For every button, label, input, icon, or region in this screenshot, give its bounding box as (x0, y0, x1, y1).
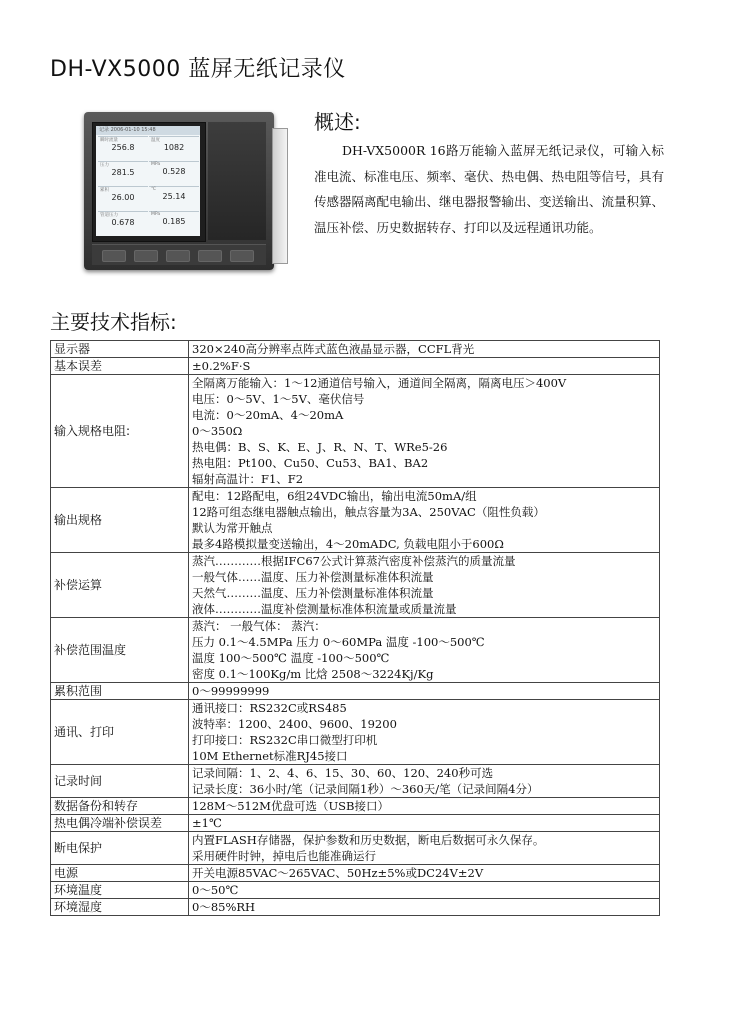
spec-value-line: 液体…………温度补偿测量标准体积流量或质量流量 (192, 602, 457, 616)
spec-value (189, 882, 660, 899)
spec-value-line: 电压：0～5V、1～5V、毫伏信号 (192, 392, 365, 406)
screen-reading-label: MPa (151, 162, 161, 167)
spec-key: 环境温度 (51, 882, 189, 899)
screen-reading (149, 186, 199, 211)
spec-table (50, 340, 660, 916)
spec-value-line: 辐射高温计：F1、F2 (192, 472, 304, 486)
spec-row (51, 358, 660, 375)
spec-value-line: 默认为常开触点 (192, 521, 273, 535)
device-key (134, 250, 158, 262)
screen-reading-label: 累积 (100, 188, 109, 193)
spec-value (189, 798, 660, 815)
overview-text: DH-VX5000R 16路万能输入蓝屏无纸记录仪，可输入标准电流、标准电压、频率、毫伏、热电偶、热电阻等信号，具有传感器隔离配电输出、继电器报警输出、变送输出、流量积算、温压补偿、历史数据转存、打印以及远程通讯功能。 (314, 143, 665, 235)
spec-value-line: 通讯接口：RS232C或RS485 (192, 701, 347, 715)
screen-reading (98, 186, 148, 211)
spec-key: 输出规格 (51, 488, 189, 553)
spec-key: 电源 (51, 865, 189, 882)
screen-reading-label: 压力 (100, 163, 109, 168)
screen-reading (98, 211, 148, 236)
spec-value (189, 375, 660, 488)
screen-reading-value: 26.00 (111, 193, 135, 202)
spec-key: 输入规格电阻: (51, 375, 189, 488)
spec-value-line: 0～50℃ (192, 883, 239, 897)
device-key (230, 250, 254, 262)
spec-value (189, 683, 660, 700)
overview-heading: 概述: (314, 110, 361, 134)
spec-value (189, 832, 660, 865)
spec-key: 记录时间 (51, 765, 189, 798)
spec-value-line: 打印接口：RS232C串口微型打印机 (192, 733, 378, 747)
spec-value-line: 天然气………温度、压力补偿测量标准体积流量 (192, 586, 434, 600)
spec-value-line: 开关电源85VAC～265VAC、50Hz±5%或DC24V±2V (192, 866, 484, 880)
spec-value-line: 0～350Ω (192, 424, 243, 438)
spec-row (51, 865, 660, 882)
page-title: DH-VX5000 蓝屏无纸记录仪 (50, 57, 346, 82)
spec-value (189, 488, 660, 553)
spec-row (51, 882, 660, 899)
spec-value (189, 765, 660, 798)
spec-row (51, 488, 660, 553)
spec-value-line: 温度 100～500℃ 温度 -100～500℃ (192, 651, 390, 665)
screen-reading (149, 136, 199, 161)
screen-reading (149, 161, 199, 186)
spec-row (51, 553, 660, 618)
device-screen (96, 126, 200, 236)
specs-heading: 主要技术指标: (50, 310, 177, 334)
screen-reading-value: 0.678 (111, 218, 135, 227)
spec-value-line: 记录长度：36小时/笔（记录间隔1秒）～360天/笔（记录间隔4分） (192, 782, 539, 796)
spec-value (189, 865, 660, 882)
spec-row (51, 798, 660, 815)
screen-reading-value: 1082 (163, 143, 185, 152)
spec-value-line: 0～99999999 (192, 684, 270, 698)
spec-value-line: 0～85%RH (192, 900, 256, 914)
spec-key: 补偿范围温度 (51, 618, 189, 683)
screen-reading-label: ℃ (151, 187, 157, 192)
spec-value-line: 热电偶：B、S、K、E、J、R、N、T、WRe5-26 (192, 440, 448, 454)
spec-value-line: ±0.2%F·S (192, 359, 251, 373)
spec-value-line: 采用硬件时钟，掉电后也能准确运行 (192, 849, 376, 863)
spec-key: 断电保护 (51, 832, 189, 865)
spec-value-line: 全隔离万能输入：1～12通道信号输入，通道间全隔离，隔离电压＞400V (192, 376, 567, 390)
screen-top-bar: 记录 2006-01-10 15:48 (96, 126, 200, 135)
spec-value-line: 最多4路模拟量变送输出，4～20mADC, 负载电阻小于600Ω (192, 537, 504, 551)
spec-value (189, 899, 660, 916)
spec-value (189, 553, 660, 618)
spec-value (189, 815, 660, 832)
spec-value-line: 密度 0.1～100Kg/m 比焓 2508～3224Kj/Kg (192, 667, 434, 681)
screen-reading-value: 0.185 (162, 217, 186, 226)
screen-reading (98, 161, 148, 186)
screen-reading-value: 25.14 (162, 192, 186, 201)
screen-reading-label: MPa (151, 212, 161, 217)
device-side-panel (272, 128, 288, 264)
spec-key: 环境湿度 (51, 899, 189, 916)
spec-row (51, 618, 660, 683)
spec-row (51, 815, 660, 832)
spec-row (51, 375, 660, 488)
screen-reading-label: 瞬时流量 (100, 138, 118, 143)
spec-value-line: 128M～512M优盘可选（USB接口） (192, 799, 389, 813)
spec-value (189, 700, 660, 765)
device-key (166, 250, 190, 262)
screen-reading-label: 温度 (151, 138, 160, 143)
spec-value-line: 内置FLASH存储器，保护参数和历史数据，断电后数据可永久保存。 (192, 833, 545, 847)
recorder-device-image (84, 112, 274, 270)
spec-key: 基本误差 (51, 358, 189, 375)
spec-value-line: 320×240高分辨率点阵式蓝色液晶显示器，CCFL背光 (192, 342, 475, 356)
device-button-strip (92, 244, 266, 265)
spec-key: 累积范围 (51, 683, 189, 700)
spec-row (51, 899, 660, 916)
screen-reading (98, 136, 148, 161)
spec-value-line: 压力 0.1～4.5MPa 压力 0～60MPa 温度 -100～500℃ (192, 635, 485, 649)
spec-row (51, 700, 660, 765)
spec-value (189, 618, 660, 683)
screen-reading-label: 管道压力 (100, 213, 118, 218)
spec-key: 补偿运算 (51, 553, 189, 618)
spec-value-line: 电流：0～20mA、4～20mA (192, 408, 344, 422)
spec-value-line: 蒸汽： 一般气体： 蒸汽： (192, 619, 326, 633)
screen-reading-value: 0.528 (162, 167, 186, 176)
spec-key: 数据备份和转存 (51, 798, 189, 815)
spec-value-line: 波特率：1200、2400、9600、19200 (192, 717, 397, 731)
spec-value-line: 蒸汽…………根据IFC67公式计算蒸汽密度补偿蒸汽的质量流量 (192, 554, 516, 568)
spec-key: 显示器 (51, 341, 189, 358)
spec-value-line: 热电阻：Pt100、Cu50、Cu53、BA1、BA2 (192, 456, 429, 470)
spec-row (51, 765, 660, 798)
spec-value (189, 358, 660, 375)
spec-value-line: 记录间隔：1、2、4、6、15、30、60、120、240秒可选 (192, 766, 494, 780)
spec-value-line: 配电：12路配电，6组24VDC输出，输出电流50mA/组 (192, 489, 477, 503)
spec-row (51, 832, 660, 865)
spec-row (51, 683, 660, 700)
spec-value-line: 10M Ethernet标准RJ45接口 (192, 749, 348, 763)
spec-value (189, 341, 660, 358)
spec-row (51, 341, 660, 358)
spec-value-line: 12路可组态继电器触点输出，触点容量为3A、250VAC（阻性负载） (192, 505, 545, 519)
device-right-panel (208, 122, 266, 240)
device-key (102, 250, 126, 262)
spec-key: 热电偶冷端补偿误差 (51, 815, 189, 832)
device-key (198, 250, 222, 262)
screen-reading (149, 211, 199, 236)
spec-value-line: 一般气体……温度、压力补偿测量标准体积流量 (192, 570, 434, 584)
screen-reading-value: 281.5 (111, 168, 135, 177)
spec-key: 通讯、打印 (51, 700, 189, 765)
spec-value-line: ±1℃ (192, 816, 222, 830)
screen-reading-value: 256.8 (111, 143, 135, 152)
